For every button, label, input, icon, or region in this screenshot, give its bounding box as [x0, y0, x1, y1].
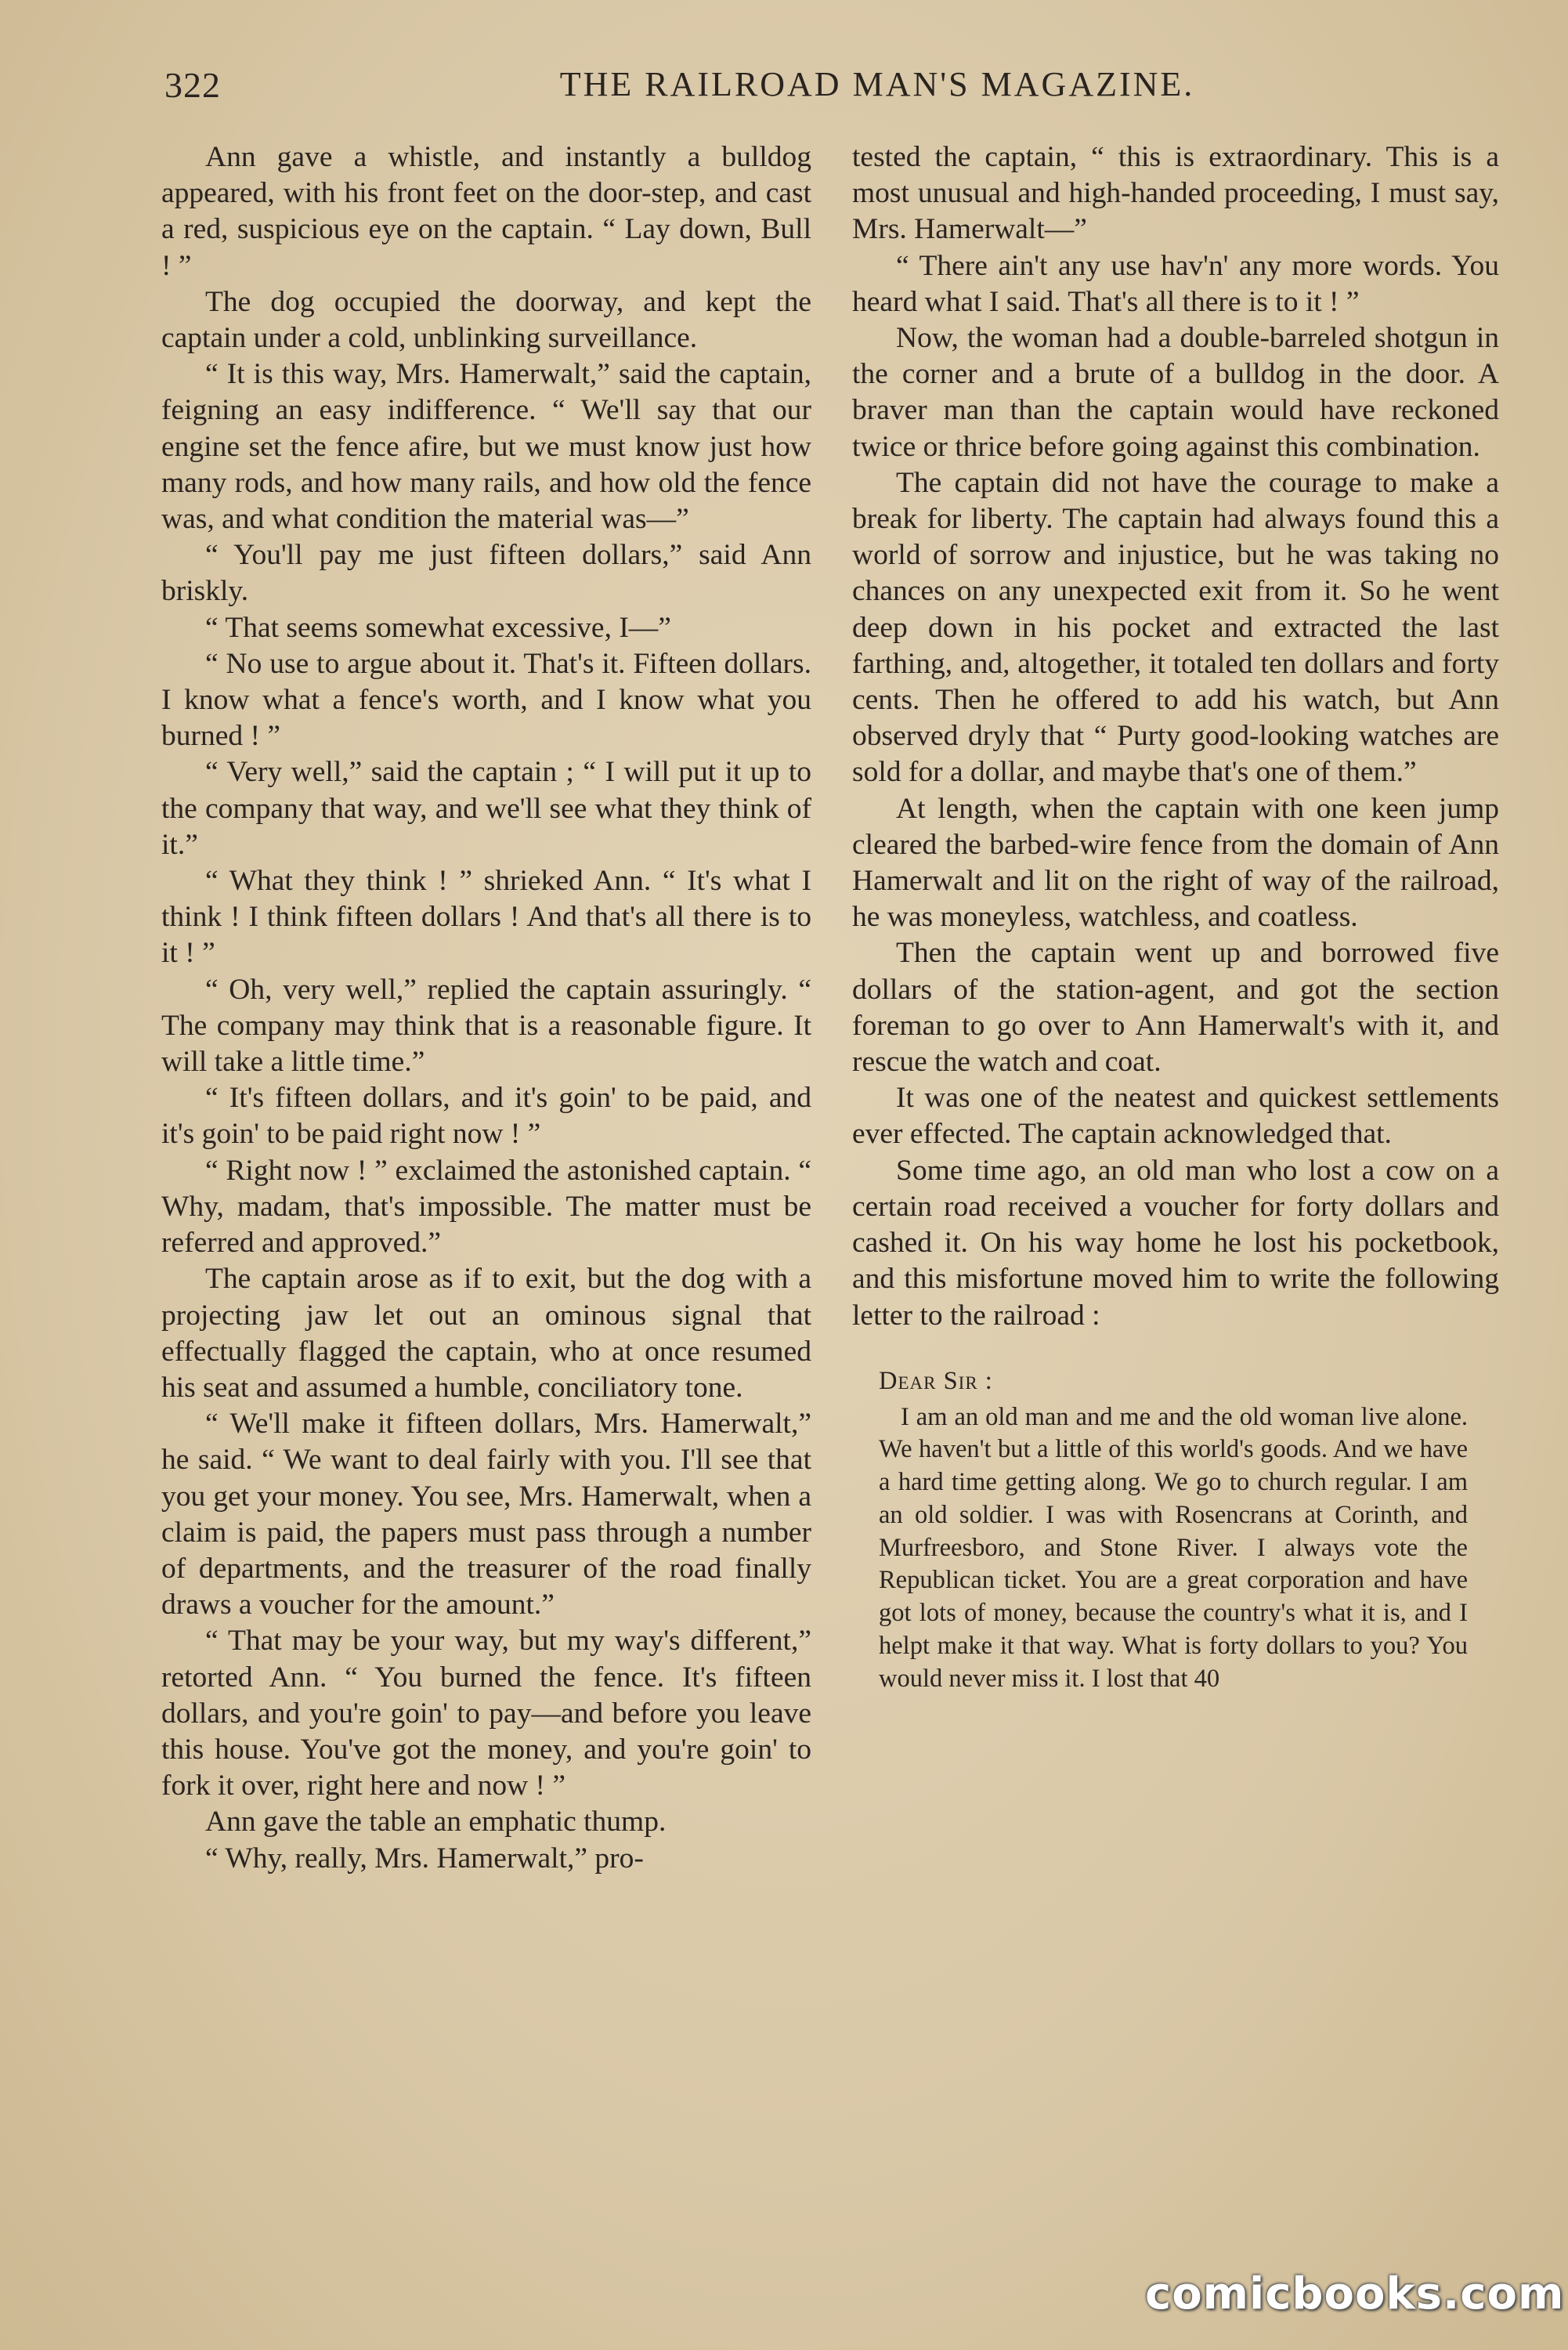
- site-watermark: comicbooks.com: [1145, 2269, 1565, 2319]
- paragraph: At length, when the captain with one keen jump cleared the barbed-wire fence from the domain of Ann Hamerwalt and lit on the right of way of the railroad, he was moneyless, watchless, and coatless.: [852, 792, 1499, 934]
- page-header: [164, 64, 1512, 127]
- paragraph: Now, the woman had a double-barreled shotgun in the corner and a brute of a bulldog in the door. A braver man than the captain would have reckoned twice or thrice before going against this combination.: [852, 322, 1499, 463]
- paragraph: Ann gave the table an emphatic thump.: [205, 1806, 667, 1838]
- paragraph: “ What they think ! ” shrieked Ann. “ It's what I think ! I think fifteen dollars ! And that's all there is to it ! ”: [161, 865, 811, 970]
- paragraph: Then the captain went up and borrowed five dollars of the station-agent, and got the section foreman to go over to Ann Hamerwalt's with it, and rescue the watch and coat.: [852, 937, 1499, 1079]
- quoted-letter: [852, 1365, 1499, 1696]
- paragraph: “ That may be your way, but my way's different,” retorted Ann. “ You burned the fence. It's fifteen dollars, and you're goin' to pay—and before you leave this house. You've got the money, and you're goin' to fork it over, right here and now ! ”: [161, 1625, 811, 1802]
- paragraph: “ Oh, very well,” replied the captain assuringly. “ The company may think that is a reasonable figure. It will take a little time.”: [161, 973, 811, 1079]
- paragraph: Some time ago, an old man who lost a cow on a certain road received a voucher for forty dollars and cashed it. On his way home he lost his pocketbook, and this misfortune moved him to write the following letter to the railroad :: [852, 1154, 1499, 1332]
- left-column: [161, 139, 811, 1877]
- paragraph: “ We'll make it fifteen dollars, Mrs. Hamerwalt,” he said. “ We want to deal fairly with you. I'll see that you get your money. You see, Mrs. Hamerwalt, when a claim is paid, the papers must pass through a number of departments, and the treasurer of the road finally draws a voucher for the amount.”: [161, 1408, 811, 1622]
- paragraph: “ Right now ! ” exclaimed the astonished captain. “ Why, madam, that's impossible. The matter must be referred and approved.”: [161, 1154, 811, 1260]
- paragraph: “ No use to argue about it. That's it. Fifteen dollars. I know what a fence's worth, and I know what you burned ! ”: [161, 647, 811, 753]
- paragraph: “ It's fifteen dollars, and it's goin' to be paid, and it's goin' to be paid right now ! ”: [161, 1082, 811, 1151]
- paragraph: “ That seems somewhat excessive, I—”: [205, 611, 671, 644]
- paragraph: “ It is this way, Mrs. Hamerwalt,” said the captain, feigning an easy indifference. “ We'll say that our engine set the fence afire, but we must know just how many rods, and how many rails, and how old the fence was, and what condition the material was—”: [161, 358, 811, 536]
- right-column: [852, 139, 1499, 1696]
- paragraph: It was one of the neatest and quickest settlements ever effected. The captain acknowledged that.: [852, 1082, 1499, 1151]
- paragraph-continuation: tested the captain, “ this is extraordinary. This is a most unusual and high-handed proceeding, I must say, Mrs. Hamerwalt—”: [852, 141, 1499, 246]
- paragraph: The captain did not have the courage to make a break for liberty. The captain had always found this a world of sorrow and injustice, but he was taking no chances on any unexpected exit from it. So he went deep down in his pocket and extracted the last farthing, and, altogether, it totaled ten dollars and forty cents. Then he offered to add his watch, but Ann observed dryly that “ Purty good-looking watches are sold for a dollar, and maybe that's one of them.”: [852, 466, 1499, 789]
- running-title: THE RAILROAD MAN'S MAGAZINE.: [559, 65, 1195, 103]
- letter-body: I am an old man and me and the old woman live alone. We haven't but a little of this world's goods. And we have a hard time getting along. We go to church regular. I am an old soldier. I was with Rosencrans at Corinth, and Murfreesboro, and Stone River. I always vote the Republican ticket. You are a great corporation and have got lots of money, because the country's what it is, and I helpt make it that way. What is forty dollars to you? You would never miss it. I lost that 40: [879, 1402, 1468, 1693]
- paragraph: The dog occupied the doorway, and kept the captain under a cold, unblinking surveillance.: [161, 285, 811, 355]
- paragraph: “ Very well,” said the captain ; “ I will put it up to the company that way, and we'll see what they think of it.”: [161, 756, 811, 861]
- paragraph: “ There ain't any use hav'n' any more words. You heard what I said. That's all there is to it ! ”: [852, 249, 1499, 318]
- letter-salutation: Dear Sir :: [879, 1366, 993, 1395]
- paragraph: The captain arose as if to exit, but the dog with a projecting jaw let out an ominous signal that effectually flagged the captain, who at once resumed his seat and assumed a humble, conciliatory tone.: [161, 1263, 811, 1404]
- paragraph: “ Why, really, Mrs. Hamerwalt,” pro-: [205, 1842, 644, 1875]
- paragraph: Ann gave a whistle, and instantly a bulldog appeared, with his front feet on the door-step, and cast a red, suspicious eye on the captain. “ Lay down, Bull ! ”: [161, 141, 811, 282]
- page-number: 322: [164, 65, 221, 105]
- paragraph: “ You'll pay me just fifteen dollars,” said Ann briskly.: [161, 539, 811, 608]
